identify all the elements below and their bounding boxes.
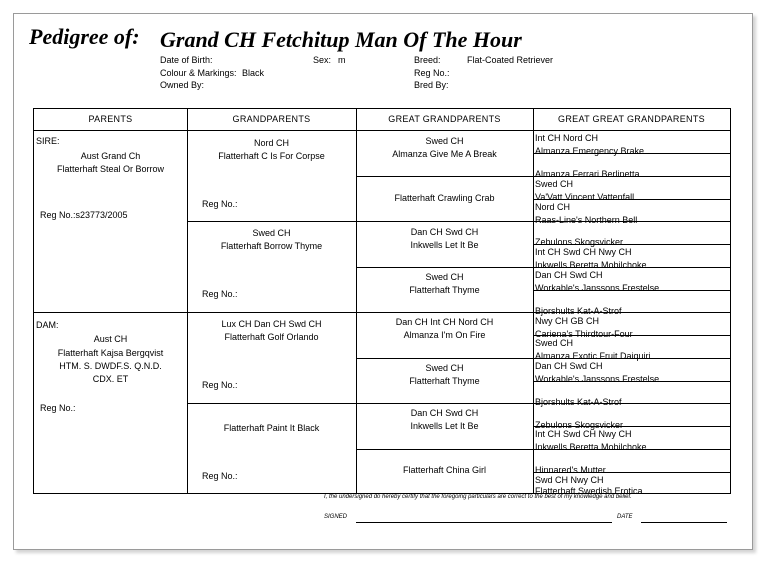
reg-label: Reg No.: <box>414 68 450 78</box>
great-grandparent-name: Almanza Give Me A Break <box>392 149 497 159</box>
great-grandparent-name: Inkwells Let It Be <box>410 240 479 250</box>
sex-value: m <box>338 55 346 65</box>
header-parents: PARENTS <box>88 114 133 124</box>
great-grandparent-title: Dan CH Swd CH <box>410 408 479 418</box>
gg-grandparent-title: Nwy CH GB CH <box>535 316 600 326</box>
dam-name: Flatterhaft Kajsa Bergqvist <box>57 348 164 358</box>
dam-titles-line: HTM. S. DWDF.S. Q.N.D. <box>59 361 162 371</box>
gg-grandparent-name: Bjorshults Kat-A-Strof <box>535 397 622 407</box>
grandparent-name: Flatterhaft Golf Orlando <box>224 332 319 342</box>
dam-label: DAM: <box>36 320 59 330</box>
gg-grandparent-name: Workable's Janssons Frestelse <box>535 283 660 293</box>
great-grandparent-name: Inkwells Let It Be <box>410 421 479 431</box>
signature-line[interactable] <box>356 522 612 523</box>
grandparent-name: Flatterhaft Paint It Black <box>223 423 320 433</box>
grandparent-name: Flatterhaft C Is For Corpse <box>218 151 325 161</box>
header-great-grandparents: GREAT GRANDPARENTS <box>388 114 501 124</box>
header-rule <box>34 130 730 131</box>
gg-grandparent-name: Raas-Line's Northern Bell <box>535 215 638 225</box>
gg-grandparent-title: Int CH Swd CH Nwy CH <box>535 429 632 439</box>
great-grandparent-name: Flatterhaft Thyme <box>409 285 480 295</box>
column-divider <box>356 109 357 493</box>
gg-grandparent-title: Swed CH <box>535 179 574 189</box>
dam-reg: Reg No.: <box>40 403 76 413</box>
bred-label: Bred By: <box>414 80 449 90</box>
header-great-great-grandparents: GREAT GREAT GRANDPARENTS <box>558 114 705 124</box>
great-grandparent-name: Flatterhaft Crawling Crab <box>394 193 495 203</box>
grandparent-title: Nord CH <box>253 138 289 148</box>
great-grandparent-title: Dan CH Int CH Nord CH <box>395 317 494 327</box>
column-divider <box>533 109 534 493</box>
breed-label: Breed: <box>414 55 441 65</box>
great-grandparent-name: Flatterhaft China Girl <box>402 465 487 475</box>
signed-label: SIGNED <box>324 514 348 520</box>
great-grandparent-title: Swed CH <box>425 136 464 146</box>
header-grandparents: GRANDPARENTS <box>232 114 311 124</box>
great-grandparent-name: Flatterhaft Thyme <box>409 376 480 386</box>
gg-grandparent-title: Nord CH <box>535 202 571 212</box>
gg-grandparent-name: Almanza Emergency Brake <box>535 146 645 156</box>
gg-grandparent-name: Flatterhaft Swedish Erotica <box>535 486 643 496</box>
colour-value: Black <box>242 68 265 78</box>
grandparent-reg: Reg No.: <box>202 471 238 481</box>
date-label: DATE <box>617 514 633 520</box>
sire-reg: Reg No.:s23773/2005 <box>40 210 128 220</box>
gg-grandparent-name: Zebulons Skogsvicker <box>535 237 624 247</box>
gg-grandparent-name: Cariena's Thirdtour-Four <box>535 329 633 339</box>
gg-grandparent-name: Almanza Exotic Fruit Daiquiri <box>535 351 651 361</box>
sire-name: Flatterhaft Steal Or Borrow <box>56 164 165 174</box>
great-grandparent-title: Swed CH <box>425 272 464 282</box>
gg-grandparent-name: Workable's Janssons Frestelse <box>535 374 660 384</box>
grandparent-title: Lux CH Dan CH Swd CH <box>221 319 322 329</box>
gg-grandparent-name: Inkwells Beretta Mobilchoke <box>535 442 647 452</box>
grandparent-reg: Reg No.: <box>202 289 238 299</box>
certification-text: I, the undersigned do hereby certify that the foregoing particulars are correct to the best of my knowledge and belief. <box>324 494 632 500</box>
gg-grandparent-title: Int CH Nord CH <box>535 133 599 143</box>
column-divider <box>187 109 188 493</box>
breed-value: Flat-Coated Retriever <box>467 55 554 65</box>
pedigree-table <box>33 108 731 494</box>
gg-grandparent-name: Almanza Ferrari Berlinetta <box>535 169 640 179</box>
gg-grandparent-title: Swd CH Nwy CH <box>535 475 604 485</box>
grandparent-rule <box>187 221 730 222</box>
gg-grandparent-title: Dan CH Swd CH <box>535 270 603 280</box>
dog-name: Grand CH Fetchitup Man Of The Hour <box>160 27 522 52</box>
sire-label: SIRE: <box>36 136 60 146</box>
gg-grandparent-name: Bjorshults Kat-A-Strof <box>535 306 622 316</box>
great-grandparent-title: Dan CH Swd CH <box>410 227 479 237</box>
great-grandparent-name: Almanza I'm On Fire <box>403 330 486 340</box>
gg-grandparent-name: Hinnared's Mutter <box>535 465 606 475</box>
grandparent-name: Flatterhaft Borrow Thyme <box>220 241 323 251</box>
colour-label: Colour & Markings: <box>160 68 237 78</box>
dam-titles-line: CDX. ET <box>92 374 129 384</box>
gg-grandparent-title: Dan CH Swd CH <box>535 361 603 371</box>
pedigree-label: Pedigree of: <box>29 24 140 49</box>
grandparent-title: Swed CH <box>252 228 291 238</box>
dam-title: Aust CH <box>93 334 128 344</box>
date-line[interactable] <box>641 522 727 523</box>
dob-label: Date of Birth: <box>160 55 213 65</box>
grandparent-rule <box>187 403 730 404</box>
sire-dam-rule <box>34 312 730 313</box>
grandparent-reg: Reg No.: <box>202 199 238 209</box>
grandparent-reg: Reg No.: <box>202 380 238 390</box>
owned-label: Owned By: <box>160 80 205 90</box>
sex-label: Sex: <box>313 55 332 65</box>
gg-grandparent-name: Zebulons Skogsvicker <box>535 420 624 430</box>
great-grandparent-title: Swed CH <box>425 363 464 373</box>
gg-grandparent-name: Va'Vatt Vincent Vattenfall <box>535 192 635 202</box>
gg-grandparent-title: Swed CH <box>535 338 574 348</box>
gg-grandparent-title: Int CH Swd CH Nwy CH <box>535 247 632 257</box>
gg-grandparent-name: Inkwells Beretta Mobilchoke <box>535 260 647 270</box>
sire-title: Aust Grand Ch <box>80 151 141 161</box>
